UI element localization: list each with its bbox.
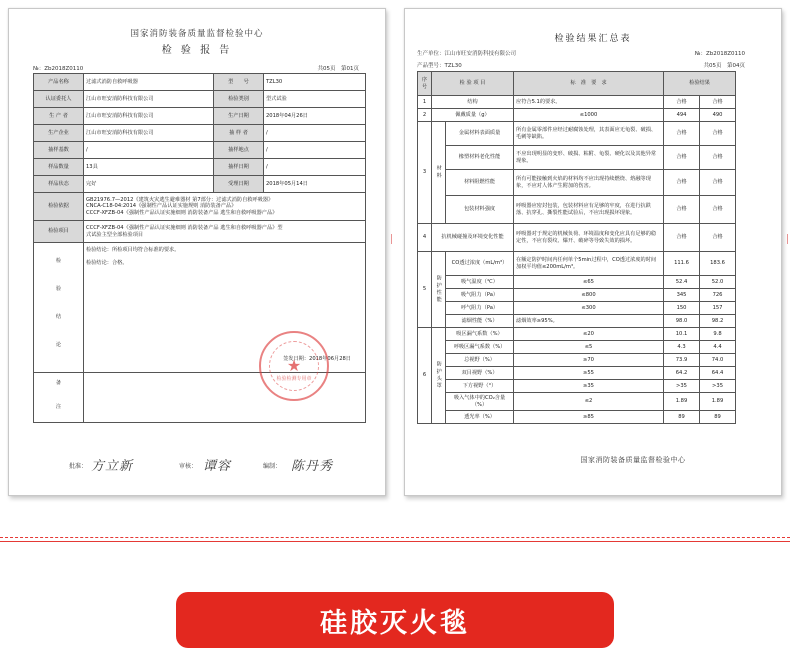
editor-signature: 陈丹秀: [291, 459, 334, 474]
table-row: 4 抗机械碰撞及环境变化性能 呼吸器对于规定的机械负荷、环境温度和变化应具有足够的稳定性，不应有裂纹、爆开、破碎等导致失效的损坏。 合格 合格: [418, 224, 736, 252]
dashed-divider: [0, 537, 790, 538]
text-line: GB21976.7—2012《建筑火灾逃生避难器材 第7部分：过滤式消防自救呼吸器》: [86, 196, 274, 203]
summary-footer: 国家消防装备质量监督检验中心: [580, 456, 686, 464]
table-row: [34, 108, 366, 125]
field-value: 江山市旺安消防科技有限公司: [84, 108, 214, 125]
field-value: TZL30: [264, 74, 366, 91]
table-row: [34, 125, 366, 142]
table-row: 3 材料 金属材料表面质量 所有金属零部件应经过耐腐蚀处理，其表面应无龟裂、破损、毛刺等缺陷。 合格 合格: [418, 122, 736, 146]
text-line: 式试验主型全部检验项目: [86, 231, 144, 238]
col-header: 检 验 项 目: [432, 72, 514, 96]
approver-label: 批准：: [69, 463, 88, 470]
inspection-report-page: [8, 8, 386, 496]
field-label: 检验项目: [34, 221, 84, 243]
field-value: 2018年04月26日: [264, 108, 366, 125]
text-line: 检验结论：合格。: [86, 259, 128, 266]
page-count: 共05页 第04页: [703, 63, 745, 69]
table-row: [34, 91, 366, 108]
text-line: CNCA-C18-04:2014《强制性产品认证实施规则 消防装备产品》: [86, 203, 237, 210]
field-label: 样品状态: [34, 176, 84, 193]
report-number: №：Zb2018Z0110: [33, 66, 84, 72]
field-label: 产品名称: [34, 74, 84, 91]
table-row: 5 防护性能 CO透过浓度（mL/m³） 在额定防护时间内任何单个5min过程中，CO透过浓度的时间加权平均值≤200mL/m³。 111.6 183.6: [418, 252, 736, 276]
field-value: 完好: [84, 176, 214, 193]
reviewer-signature: 谭容: [203, 459, 232, 474]
field-label: 抽 样 者: [214, 125, 264, 142]
table-row: 吸气温度（℃） ≤65 52.4 52.0: [418, 276, 736, 289]
field-label: 抽样日期: [214, 159, 264, 176]
table-row: [34, 142, 366, 159]
report-org: 国家消防装备质量监督检验中心: [130, 29, 264, 39]
table-row: 吸入气体中的CO₂含量（%） ≤2 1.89 1.89: [418, 393, 736, 411]
table-row: 1 结构 应符合5.1的要求。 合格 合格: [418, 96, 736, 109]
field-value: 型式试验: [264, 91, 366, 108]
table-row: 总视野（%） ≥70 73.9 74.0: [418, 354, 736, 367]
summary-title: 检验结果汇总表: [554, 34, 632, 44]
editor-label: 编制：: [263, 463, 282, 470]
field-value: 13具: [84, 159, 214, 176]
table-row: [34, 193, 366, 221]
text-line: 检验结论：所检项目均符合标准的要求。: [86, 247, 180, 253]
col-header: 序号: [418, 72, 432, 96]
table-row: [34, 176, 366, 193]
table-row: 包装材料强度 呼吸器应密封包装，包装材料应有足够的牢度，在进行抗跌落、抗穿孔、撕裂性能试验后，不应出现损坏现象。 合格 合格: [418, 196, 736, 224]
report-number: №：Zb2018Z0110: [694, 51, 745, 57]
table-header: [418, 72, 736, 96]
producer: 生产单位：江山市旺安消防科技有限公司: [417, 51, 517, 57]
table-row: 2 佩戴质量（g） ≤1000 494 490: [418, 109, 736, 122]
col-header: 标 准 要 求: [514, 72, 664, 96]
official-stamp: ★ 检验检测专用章: [259, 331, 329, 401]
reviewer-label: 审核：: [179, 463, 198, 470]
table-row: 双目视野（%） ≥55 64.2 64.4: [418, 367, 736, 380]
table-row: 透光率（%） ≥85 89 89: [418, 411, 736, 424]
field-value: 江山市旺安消防科技有限公司: [84, 125, 214, 142]
page-count: 共05页 第01页: [317, 66, 359, 72]
table-row: 吸气阻力（Pa） ≤800 345 726: [418, 289, 736, 302]
field-value: /: [264, 125, 366, 142]
field-label: 认证委托人: [34, 91, 84, 108]
table-row: 呼吸区漏气系数（%） ≤5 4.3 4.4: [418, 341, 736, 354]
star-icon: ★: [286, 356, 302, 375]
field-label: 生产日期: [214, 108, 264, 125]
report-title: 检 验 报 告: [161, 45, 233, 56]
basis-text: [84, 193, 366, 221]
approver-signature: 方立新: [91, 459, 134, 474]
table-row: [34, 74, 366, 91]
table-row: [34, 159, 366, 176]
field-label: 受理日期: [214, 176, 264, 193]
results-summary-page: [404, 8, 782, 496]
product-banner: 硅胶灭火毯: [176, 592, 614, 648]
table-row: 呼气阻力（Pa） ≤300 150 157: [418, 302, 736, 315]
col-header: 检验结果: [664, 72, 736, 96]
field-label: 检验类别: [214, 91, 264, 108]
field-value: 江山市旺安消防科技有限公司: [84, 91, 214, 108]
field-value: 2018年05月14日: [264, 176, 366, 193]
field-label: 样品数量: [34, 159, 84, 176]
table-row: 6 防护头罩 吸区漏气系数（%） ≤20 10.1 9.8: [418, 328, 736, 341]
divider-line: [0, 541, 790, 542]
field-label: 抽样基数: [34, 142, 84, 159]
text-line: CCCF-XFZB-04《强制性产品认证实施细则 消防装备产品 逃生和自救呼吸器产品》: [86, 209, 278, 216]
field-label: 型 号: [214, 74, 264, 91]
binding-mark: [386, 234, 392, 244]
field-label: 检验依据: [34, 193, 84, 221]
items-text: [84, 221, 366, 243]
conclusion-label: 检 验 结 论: [34, 243, 84, 373]
text-line: CCCF-XFZB-04《强制性产品认证实施细则 消防装备产品 逃生和自救呼吸器产品》型: [86, 225, 283, 231]
field-label: 抽样地点: [214, 142, 264, 159]
field-value: /: [264, 142, 366, 159]
field-label: 生产企业: [34, 125, 84, 142]
table-row: 滤烟性能（%） 滤烟效率≥95%。 98.0 98.2: [418, 315, 736, 328]
issue-date: 签发日期：2018年06月28日: [283, 355, 351, 362]
remark-label: 备 注: [34, 373, 84, 423]
table-row: [34, 221, 366, 243]
table-row: 橡塑材料老化性能 不应出现明显的变形、破损、粘附、龟裂、硬化以及其他异常现象。 合格 合格: [418, 146, 736, 170]
product-model: 产品型号：TZL30: [417, 63, 462, 69]
field-value: /: [264, 159, 366, 176]
binding-mark: [782, 234, 788, 244]
table-row: 材料阻燃性能 所有可能接触到火焰的材料均不应出现持续燃烧、熔融等现象，不应对人体产生附加的伤害。 合格 合格: [418, 170, 736, 196]
field-label: 生 产 者: [34, 108, 84, 125]
field-value: /: [84, 142, 214, 159]
results-table: [417, 71, 736, 424]
table-row: 下方视野（°） ≥35 >35 >35: [418, 380, 736, 393]
field-value: 过滤式消防自救呼吸器: [84, 74, 214, 91]
